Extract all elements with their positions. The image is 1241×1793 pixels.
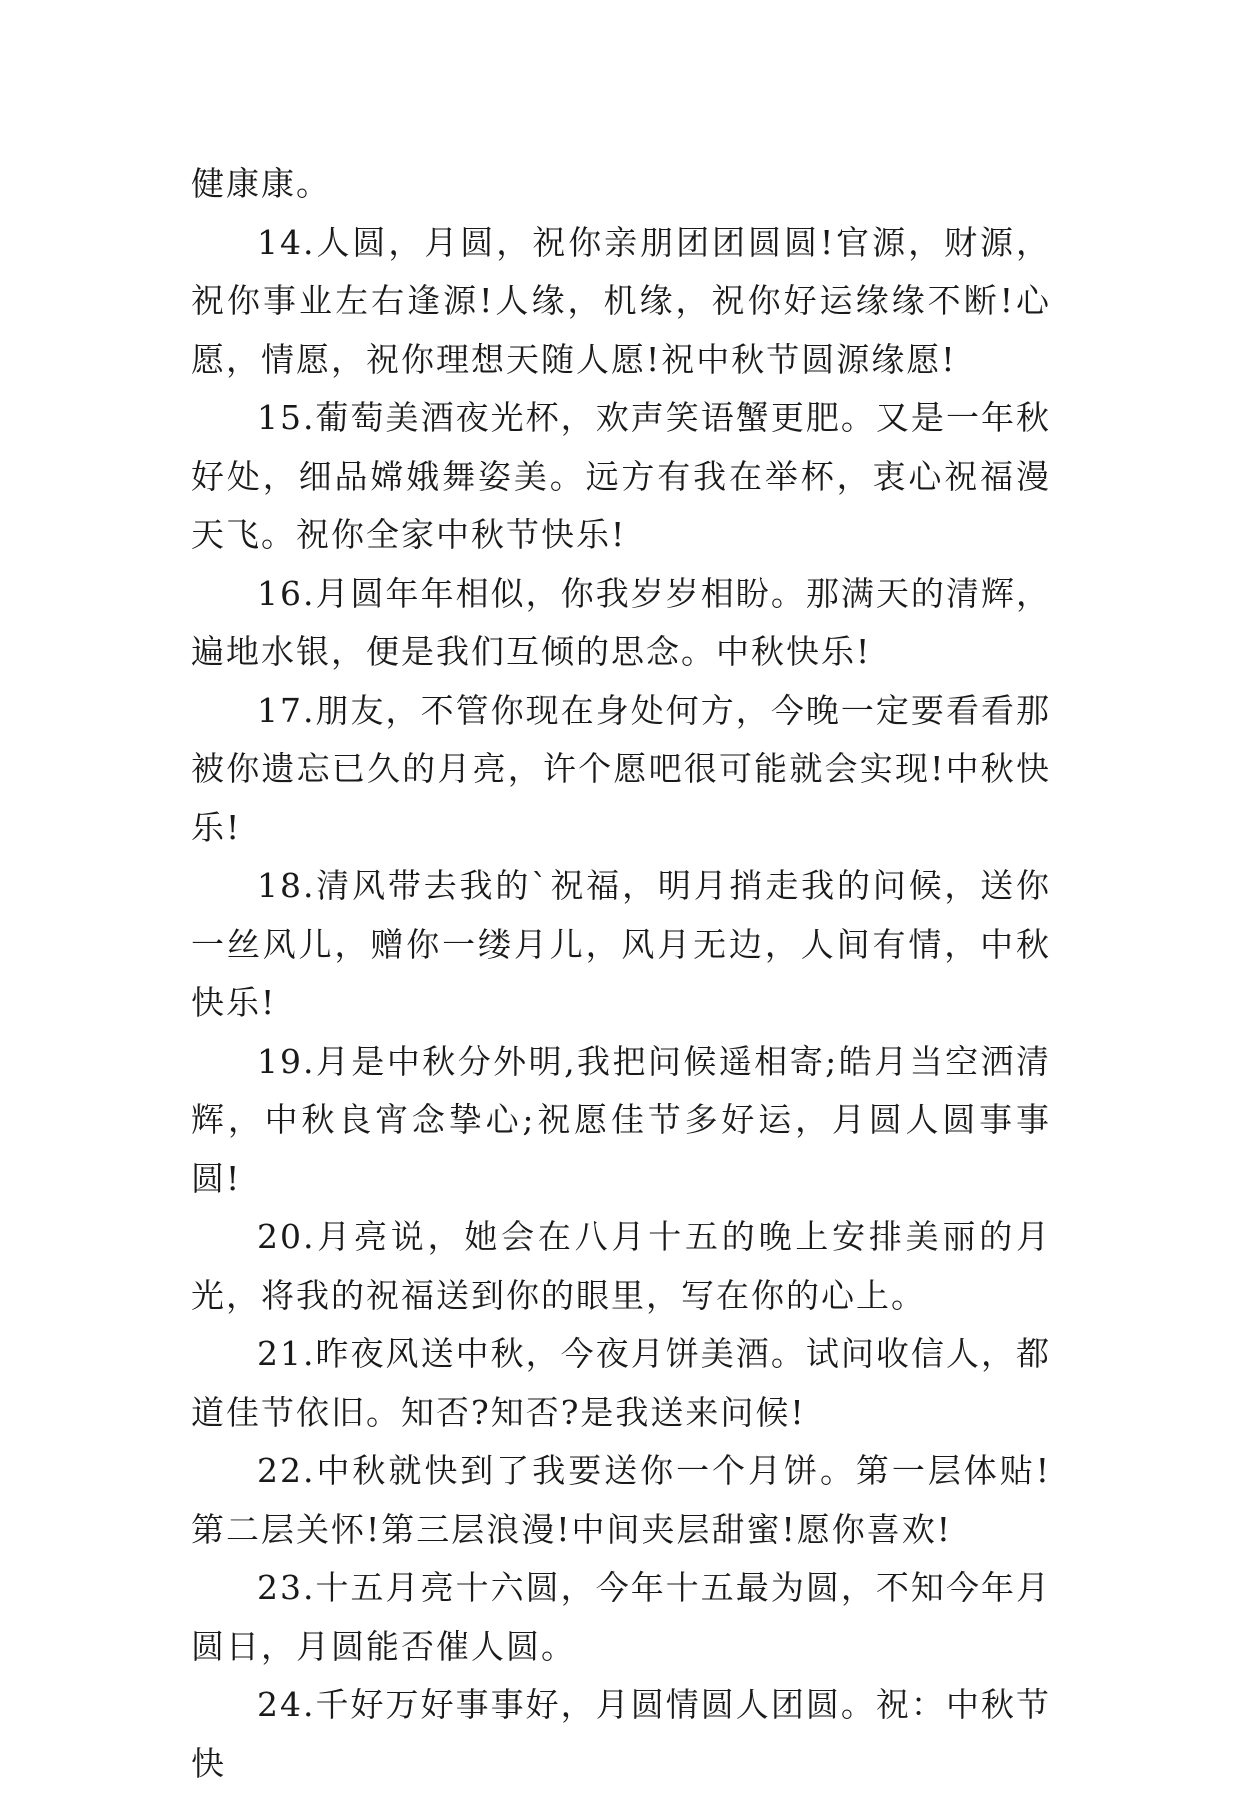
paragraph-23: 23.十五月亮十六圆，今年十五最为圆，不知今年月圆日，月圆能否催人圆。 bbox=[191, 1568, 1051, 1666]
paragraph-21: 21.昨夜风送中秋，今夜月饼美酒。试问收信人，都道佳节依旧。知否?知否?是我送来问候! bbox=[191, 1334, 1051, 1432]
paragraph-15: 15.葡萄美酒夜光杯，欢声笑语蟹更肥。又是一年秋好处，细品嫦娥舞姿美。远方有我在举杯，衷心祝福漫天飞。祝你全家中秋节快乐! bbox=[191, 398, 1051, 554]
paragraph-19: 19.月是中秋分外明,我把问候遥相寄;皓月当空洒清辉，中秋良宵念挚心;祝愿佳节多好运，月圆人圆事事圆! bbox=[191, 1041, 1051, 1198]
paragraph-24: 24.千好万好事事好，月圆情圆人团圆。祝：中秋节快 bbox=[191, 1685, 1051, 1783]
paragraph-14: 14.人圆，月圆，祝你亲朋团团圆圆!官源，财源，祝你事业左右逢源!人缘，机缘，祝你好运缘缘不断!心愿，情愿，祝你理想天随人愿!祝中秋节圆源缘愿! bbox=[191, 222, 1051, 379]
document-body bbox=[191, 155, 1051, 1793]
paragraph-17: 17.朋友，不管你现在身处何方，今晚一定要看看那被你遗忘已久的月亮，许个愿吧很可能就会实现!中秋快乐! bbox=[191, 690, 1051, 847]
paragraph-22: 22.中秋就快到了我要送你一个月饼。第一层体贴!第二层关怀!第三层浪漫!中间夹层甜蜜!愿你喜欢! bbox=[191, 1451, 1051, 1549]
paragraph-continued: 健康康。 bbox=[191, 164, 331, 203]
paragraph-20: 20.月亮说，她会在八月十五的晚上安排美丽的月光，将我的祝福送到你的眼里，写在你的心上。 bbox=[191, 1217, 1051, 1315]
paragraph-16: 16.月圆年年相似，你我岁岁相盼。那满天的清辉，遍地水银，便是我们互倾的思念。中秋快乐! bbox=[191, 573, 1051, 671]
paragraph-18: 18.清风带去我的`祝福，明月捎走我的问候，送你一丝风儿，赠你一缕月儿，风月无边，人间有情，中秋快乐! bbox=[191, 866, 1051, 1022]
